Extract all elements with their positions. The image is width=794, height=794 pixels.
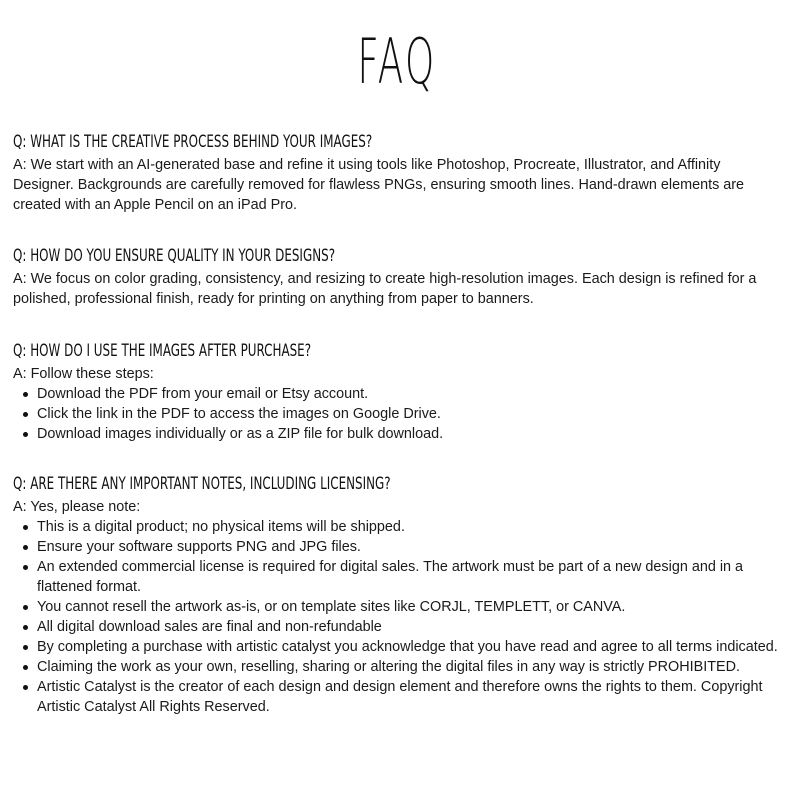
faq-section [13, 340, 785, 444]
faq-question: Q: WHAT IS THE CREATIVE PROCESS BEHIND YOUR IMAGES? [13, 132, 373, 152]
list-item: Click the link in the PDF to access the images on Google Drive. [13, 404, 785, 424]
faq-question: Q: HOW DO I USE THE IMAGES AFTER PURCHASE? [13, 341, 312, 361]
list-item: You cannot resell the artwork as-is, or on template sites like CORJL, TEMPLETT, or CANVA. [13, 597, 785, 617]
list-item: Download the PDF from your email or Etsy account. [13, 384, 785, 404]
list-item: This is a digital product; no physical items will be shipped. [13, 517, 785, 537]
faq-answer: A: We focus on color grading, consistency, and resizing to create high-resolution images. Each design is refined for a polished, professional finish, ready for printing on anything from paper to banners. [13, 271, 757, 307]
list-item: Artistic Catalyst is the creator of each design and design element and therefore owns the rights to them. Copyright Artistic Catalyst All Rights Reserved. [13, 677, 785, 717]
faq-section [13, 245, 785, 309]
list-item: By completing a purchase with artistic catalyst you acknowledge that you have read and agree to all terms indicated. [13, 637, 785, 657]
list-item: Ensure your software supports PNG and JPG files. [13, 537, 785, 557]
faq-question: Q: HOW DO YOU ENSURE QUALITY IN YOUR DESIGNS? [13, 246, 336, 266]
faq-answer: A: Follow these steps: [13, 366, 154, 382]
list-item: An extended commercial license is required for digital sales. The artwork must be part of a new design and in a flattened format. [13, 557, 785, 597]
steps-list [13, 384, 785, 444]
page-title: FAQ [357, 25, 437, 98]
notes-list [13, 517, 785, 717]
faq-section [13, 473, 785, 717]
list-item: All digital download sales are final and non-refundable [13, 617, 785, 637]
faq-section [13, 131, 785, 215]
faq-answer: A: We start with an AI-generated base and refine it using tools like Photoshop, Procreate, Illustrator, and Affinity Designer. Backgrounds are carefully removed for flawless PNGs, ensuring smooth lines. Hand-drawn elements are created with an Apple Pencil on an iPad Pro. [13, 157, 745, 213]
list-item: Download images individually or as a ZIP file for bulk download. [13, 424, 785, 444]
faq-answer: A: Yes, please note: [13, 499, 141, 515]
list-item: Claiming the work as your own, reselling, sharing or altering the digital files in any way is strictly PROHIBITED. [13, 657, 785, 677]
faq-question: Q: ARE THERE ANY IMPORTANT NOTES, INCLUDING LICENSING? [13, 474, 391, 494]
